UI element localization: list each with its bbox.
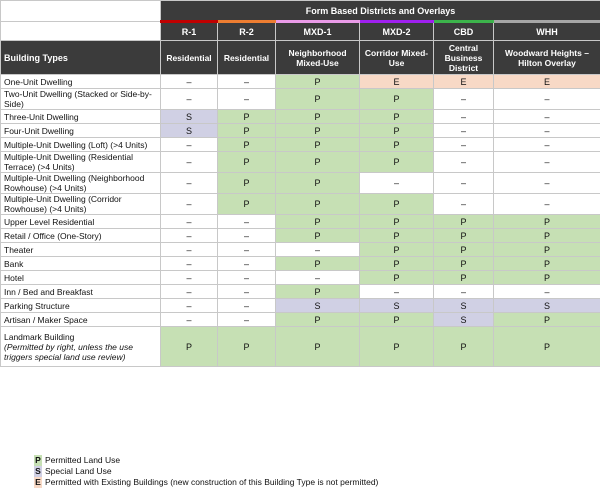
permission-cell: – xyxy=(434,124,494,138)
permission-cell: – xyxy=(218,299,276,313)
permission-cell: P xyxy=(276,194,360,215)
permission-cell: – xyxy=(218,215,276,229)
permission-cell: P xyxy=(218,173,276,194)
table-row xyxy=(1,110,600,124)
permission-cell: – xyxy=(494,194,600,215)
permission-cell: – xyxy=(161,138,218,152)
building-type-cell xyxy=(1,124,161,138)
district-code-0: R-1 xyxy=(161,22,218,41)
building-type-name: Three-Unit Dwelling xyxy=(4,111,79,122)
table-row xyxy=(1,257,600,271)
district-code-row xyxy=(1,22,600,41)
permission-cell: – xyxy=(161,229,218,243)
legend-text: Special Land Use xyxy=(45,466,112,476)
permission-cell: P xyxy=(360,194,434,215)
table-row xyxy=(1,173,600,194)
permission-cell: E xyxy=(360,75,434,89)
legend xyxy=(34,455,378,488)
permission-cell: – xyxy=(494,110,600,124)
table-row xyxy=(1,229,600,243)
permission-cell: – xyxy=(434,194,494,215)
building-type-name: Four-Unit Dwelling xyxy=(4,125,74,136)
permission-cell: P xyxy=(218,327,276,367)
building-type-cell xyxy=(1,89,161,110)
permission-cell: – xyxy=(161,173,218,194)
permission-cell: P xyxy=(218,138,276,152)
permission-cell: – xyxy=(161,243,218,257)
permission-cell: – xyxy=(494,152,600,173)
permission-cell: P xyxy=(360,327,434,367)
permission-cell: P xyxy=(434,215,494,229)
permission-cell: – xyxy=(218,229,276,243)
permission-cell: – xyxy=(276,271,360,285)
permission-cell: – xyxy=(161,313,218,327)
district-desc-5: Woodward Heights – Hilton Overlay xyxy=(494,41,600,75)
building-type-cell xyxy=(1,229,161,243)
permission-cell: P xyxy=(276,75,360,89)
permission-cell: P xyxy=(360,110,434,124)
permission-cell: – xyxy=(161,215,218,229)
permission-cell: – xyxy=(218,89,276,110)
permission-cell: P xyxy=(218,124,276,138)
table-row xyxy=(1,299,600,313)
permission-cell: – xyxy=(360,285,434,299)
legend-swatch: E xyxy=(35,477,41,487)
permission-cell: – xyxy=(218,257,276,271)
table-row xyxy=(1,138,600,152)
permission-cell: – xyxy=(360,173,434,194)
district-desc-4: Central Business District xyxy=(434,41,494,75)
permission-cell: – xyxy=(218,285,276,299)
building-type-cell xyxy=(1,215,161,229)
permission-cell: P xyxy=(360,313,434,327)
table-row xyxy=(1,271,600,285)
table-row xyxy=(1,75,600,89)
permission-cell: – xyxy=(276,243,360,257)
permission-cell: P xyxy=(360,124,434,138)
building-type-cell xyxy=(1,285,161,299)
permission-cell: P xyxy=(360,89,434,110)
permission-cell: P xyxy=(360,138,434,152)
permission-cell: P xyxy=(494,313,600,327)
building-type-cell xyxy=(1,152,161,173)
permission-cell: S xyxy=(161,110,218,124)
permission-cell: P xyxy=(276,257,360,271)
legend-text: Permitted Land Use xyxy=(45,455,121,465)
permission-cell: P xyxy=(434,271,494,285)
permission-cell: S xyxy=(494,299,600,313)
permission-cell: – xyxy=(218,243,276,257)
table-row xyxy=(1,243,600,257)
permission-cell: E xyxy=(434,75,494,89)
table-row xyxy=(1,215,600,229)
permission-cell: – xyxy=(161,257,218,271)
permission-cell: P xyxy=(276,110,360,124)
building-type-cell xyxy=(1,271,161,285)
permission-cell: – xyxy=(161,194,218,215)
building-type-name: Multiple-Unit Dwelling (Loft) (>4 Units) xyxy=(4,139,148,150)
building-type-cell xyxy=(1,75,161,89)
district-desc-1: Residential xyxy=(218,41,276,75)
permission-cell: P xyxy=(218,152,276,173)
building-type-name: Artisan / Maker Space xyxy=(4,314,88,325)
building-type-cell xyxy=(1,194,161,215)
building-type-name: Bank xyxy=(4,258,24,269)
permission-cell: – xyxy=(218,75,276,89)
permission-cell: – xyxy=(494,285,600,299)
permission-cell: – xyxy=(434,110,494,124)
district-code-2: MXD-1 xyxy=(276,22,360,41)
header-blank-cell xyxy=(1,1,161,22)
table-row xyxy=(1,124,600,138)
permission-cell: P xyxy=(434,327,494,367)
district-code-5: WHH xyxy=(494,22,600,41)
building-type-cell xyxy=(1,299,161,313)
building-type-name: Theater xyxy=(4,244,34,255)
district-desc-2: Neighborhood Mixed-Use xyxy=(276,41,360,75)
permission-cell: – xyxy=(494,138,600,152)
permission-cell: P xyxy=(276,173,360,194)
table-row xyxy=(1,89,600,110)
permission-cell: – xyxy=(434,152,494,173)
permission-cell: P xyxy=(494,327,600,367)
permission-cell: P xyxy=(360,152,434,173)
permission-cell: – xyxy=(161,75,218,89)
permission-cell: P xyxy=(434,229,494,243)
permission-cell: – xyxy=(434,285,494,299)
permission-cell: S xyxy=(434,299,494,313)
building-type-name: Multiple-Unit Dwelling (Corridor Rowhouse) (>4 Units) xyxy=(4,194,122,214)
permission-cell: P xyxy=(494,215,600,229)
building-type-note: (Permitted by right, unless the use triggers special land use review) xyxy=(4,341,133,362)
permission-cell: S xyxy=(434,313,494,327)
permission-cell: P xyxy=(494,229,600,243)
permission-cell: P xyxy=(360,215,434,229)
district-code-4: CBD xyxy=(434,22,494,41)
permission-cell: P xyxy=(434,257,494,271)
permission-cell: P xyxy=(360,229,434,243)
legend-swatch: S xyxy=(35,466,41,476)
building-type-name: Retail / Office (One-Story) xyxy=(4,230,102,241)
permission-cell: P xyxy=(276,313,360,327)
permission-cell: – xyxy=(494,173,600,194)
table-row xyxy=(1,194,600,215)
permission-cell: P xyxy=(360,243,434,257)
building-type-name: One-Unit Dwelling xyxy=(4,76,73,87)
building-type-name: Multiple-Unit Dwelling (Neighborhood Rowhouse) (>4 Units) xyxy=(4,173,145,193)
permission-cell: P xyxy=(434,243,494,257)
legend-item xyxy=(34,466,378,477)
permission-cell: P xyxy=(276,229,360,243)
permission-cell: – xyxy=(434,89,494,110)
legend-item xyxy=(34,477,378,488)
building-type-name: Inn / Bed and Breakfast xyxy=(4,286,93,297)
permission-cell: P xyxy=(276,152,360,173)
building-type-name: Parking Structure xyxy=(4,300,70,311)
table-row xyxy=(1,285,600,299)
permission-cell: P xyxy=(276,138,360,152)
building-type-cell xyxy=(1,138,161,152)
permission-cell: – xyxy=(161,299,218,313)
table-body xyxy=(1,75,600,367)
building-type-cell xyxy=(1,327,161,367)
building-type-name: Multiple-Unit Dwelling (Residential Terrace) (>4 Units) xyxy=(4,152,133,172)
permission-cell: P xyxy=(360,257,434,271)
permission-cell: P xyxy=(276,327,360,367)
permission-cell: P xyxy=(218,110,276,124)
permission-cell: – xyxy=(494,124,600,138)
building-type-name: Two-Unit Dwelling (Stacked or Side-by-Side) xyxy=(4,89,152,109)
permission-cell: – xyxy=(161,89,218,110)
building-type-cell xyxy=(1,257,161,271)
permission-cell: P xyxy=(276,215,360,229)
permission-cell: – xyxy=(434,173,494,194)
header-blank-cell xyxy=(1,22,161,41)
building-type-name: Upper Level Residential xyxy=(4,216,95,227)
permission-cell: P xyxy=(494,243,600,257)
building-type-cell xyxy=(1,110,161,124)
building-types-header: Building Types xyxy=(1,41,161,75)
district-desc-0: Residential xyxy=(161,41,218,75)
permission-cell: E xyxy=(494,75,600,89)
building-type-cell xyxy=(1,243,161,257)
building-type-name: Hotel xyxy=(4,272,24,283)
permission-cell: P xyxy=(494,257,600,271)
permission-cell: P xyxy=(276,285,360,299)
permission-cell: – xyxy=(161,152,218,173)
permission-cell: P xyxy=(360,271,434,285)
permission-cell: P xyxy=(218,194,276,215)
permission-cell: – xyxy=(218,313,276,327)
building-type-cell xyxy=(1,173,161,194)
table-row xyxy=(1,313,600,327)
district-code-3: MXD-2 xyxy=(360,22,434,41)
legend-text: Permitted with Existing Buildings (new construction of this Building Type is not permitted) xyxy=(45,477,379,487)
district-code-1: R-2 xyxy=(218,22,276,41)
permission-cell: S xyxy=(276,299,360,313)
permission-cell: S xyxy=(161,124,218,138)
building-type-cell xyxy=(1,313,161,327)
permission-cell: P xyxy=(276,89,360,110)
permission-cell: – xyxy=(494,89,600,110)
permission-cell: – xyxy=(434,138,494,152)
permission-cell: P xyxy=(494,271,600,285)
permission-cell: P xyxy=(276,124,360,138)
legend-swatch: P xyxy=(35,455,41,465)
permission-cell: – xyxy=(161,271,218,285)
permission-cell: – xyxy=(161,285,218,299)
district-desc-3: Corridor Mixed-Use xyxy=(360,41,434,75)
permission-cell: – xyxy=(218,271,276,285)
group-header-row xyxy=(1,1,600,22)
permission-cell: S xyxy=(360,299,434,313)
district-desc-row xyxy=(1,41,600,75)
permission-cell: P xyxy=(161,327,218,367)
legend-item xyxy=(34,455,378,466)
building-type-name: Landmark Building xyxy=(4,331,75,342)
table-row xyxy=(1,152,600,173)
table-row xyxy=(1,327,600,367)
group-header: Form Based Districts and Overlays xyxy=(161,1,600,22)
